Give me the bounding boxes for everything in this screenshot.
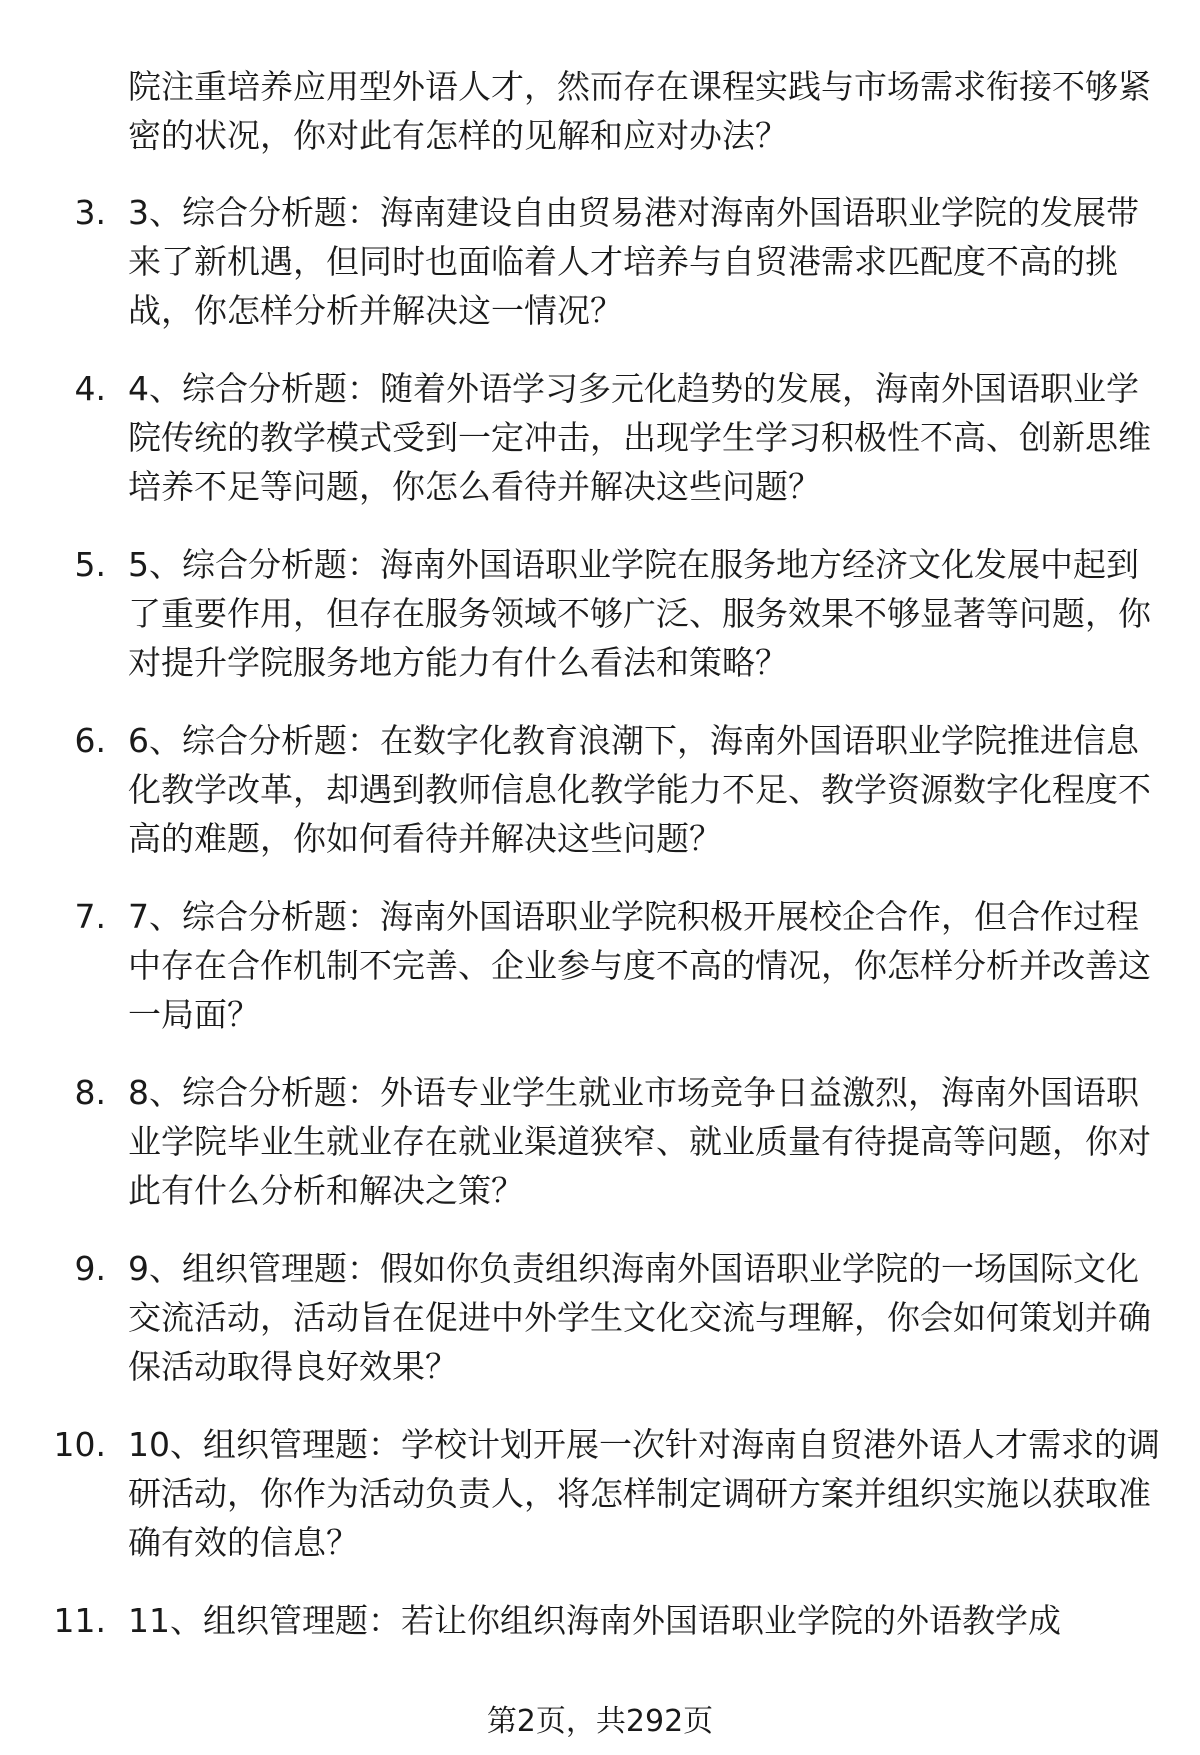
- list-item: [0, 892, 1200, 1039]
- list-item-text: 9、组织管理题：假如你负责组织海南外国语职业学院的一场国际文化交流活动，活动旨在促进中外学生文化交流与理解，你会如何策划并确保活动取得良好效果？: [128, 1249, 1151, 1386]
- list-item: [0, 188, 1200, 335]
- question-list: [0, 188, 1200, 1674]
- list-item-number: 9.: [74, 1249, 106, 1288]
- list-item: [0, 1068, 1200, 1215]
- list-item: [0, 1420, 1200, 1567]
- list-item-text: 6、综合分析题：在数字化教育浪潮下，海南外国语职业学院推进信息化教学改革，却遇到教师信息化教学能力不足、教学资源数字化程度不高的难题，你如何看待并解决这些问题？: [128, 721, 1151, 858]
- list-item-text: 4、综合分析题：随着外语学习多元化趋势的发展，海南外国语职业学院传统的教学模式受到一定冲击，出现学生学习积极性不高、创新思维培养不足等问题，你怎么看待并解决这些问题？: [128, 369, 1151, 506]
- list-item: [0, 716, 1200, 863]
- list-item-number: 5.: [74, 545, 106, 584]
- list-item-text: 3、综合分析题：海南建设自由贸易港对海南外国语职业学院的发展带来了新机遇，但同时也面临着人才培养与自贸港需求匹配度不高的挑战，你怎样分析并解决这一情况？: [128, 193, 1139, 330]
- list-item-number: 6.: [74, 721, 106, 760]
- list-item-text: 7、综合分析题：海南外国语职业学院积极开展校企合作，但合作过程中存在合作机制不完善、企业参与度不高的情况，你怎样分析并改善这一局面？: [128, 897, 1151, 1034]
- list-item-text: 10、组织管理题：学校计划开展一次针对海南自贸港外语人才需求的调研活动，你作为活动负责人，将怎样制定调研方案并组织实施以获取准确有效的信息？: [128, 1425, 1160, 1562]
- list-item-number: 4.: [74, 369, 106, 408]
- list-item-number: 11.: [53, 1601, 106, 1640]
- continuation-paragraph: 院注重培养应用型外语人才，然而存在课程实践与市场需求衔接不够紧密的状况，你对此有怎样的见解和应对办法？: [128, 67, 1151, 155]
- list-item-text: 5、综合分析题：海南外国语职业学院在服务地方经济文化发展中起到了重要作用，但存在服务领域不够广泛、服务效果不够显著等问题，你对提升学院服务地方能力有什么看法和策略？: [128, 545, 1151, 682]
- list-item: [0, 1596, 1200, 1645]
- list-item-number: 10.: [53, 1425, 106, 1464]
- list-item: [0, 540, 1200, 687]
- list-item-number: 3.: [74, 193, 106, 232]
- list-item-number: 8.: [74, 1073, 106, 1112]
- page-footer: 第2页，共292页: [486, 1704, 714, 1739]
- list-item: [0, 1244, 1200, 1391]
- list-item: [0, 364, 1200, 511]
- list-item-number: 7.: [74, 897, 106, 936]
- list-item-text: 8、综合分析题：外语专业学生就业市场竞争日益激烈，海南外国语职业学院毕业生就业存在就业渠道狭窄、就业质量有待提高等问题，你对此有什么分析和解决之策？: [128, 1073, 1151, 1210]
- list-item-text: 11、组织管理题：若让你组织海南外国语职业学院的外语教学成: [128, 1601, 1061, 1640]
